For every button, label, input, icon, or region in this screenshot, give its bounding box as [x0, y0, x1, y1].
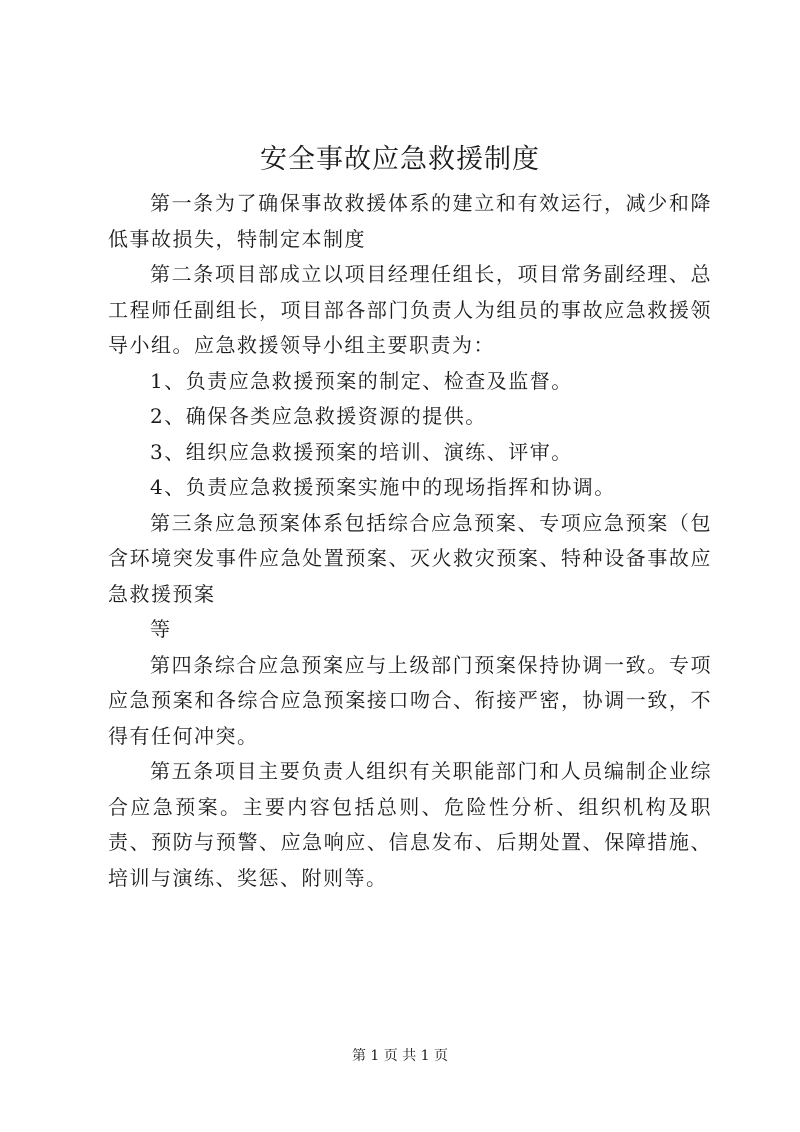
duty-item-4: 4、负责应急救援预案实施中的现场指挥和协调。	[150, 475, 616, 499]
document-title: 安全事故应急救援制度	[260, 144, 540, 175]
duty-item-3: 3、组织应急救援预案的培训、演练、评审。	[150, 439, 573, 464]
article-3-paragraph: 第三条应急预案体系包括综合应急预案、专项应急预案（包含环境突发事件应急处置预案、灭火救灾预案、特种设备事故应急救援预案	[108, 510, 712, 606]
document-body	[108, 186, 712, 896]
article-1-paragraph: 第一条为了确保事故救援体系的建立和有效运行，减少和降低事故损失，特制定本制度	[108, 191, 712, 251]
duty-item-2: 2、确保各类应急救援资源的提供。	[150, 404, 487, 428]
article-5-paragraph: 第五条项目主要负责人组织有关职能部门和人员编制企业综合应急预案。主要内容包括总则、危险性分析、组织机构及职责、预防与预警、应急响应、信息发布、后期处置、保障措施、培训与演练、奖惩、附则等。	[108, 759, 712, 890]
duty-item-1: 1、负责应急救援预案的制定、检查及监督。	[150, 368, 573, 393]
article-3-continuation: 等	[150, 617, 172, 641]
article-2-paragraph: 第二条项目部成立以项目经理任组长，项目常务副经理、总工程师任副组长，项目部各部门负责人为组员的事故应急救援领导小组。应急救援领导小组主要职责为：	[108, 262, 712, 357]
article-4-paragraph: 第四条综合应急预案应与上级部门预案保持协调一致。专项应急预案和各综合应急预案接口吻合、衔接严密，协调一致，不得有任何冲突。	[108, 652, 712, 748]
page-number-footer: 第 1 页 共 1 页	[351, 1048, 449, 1064]
